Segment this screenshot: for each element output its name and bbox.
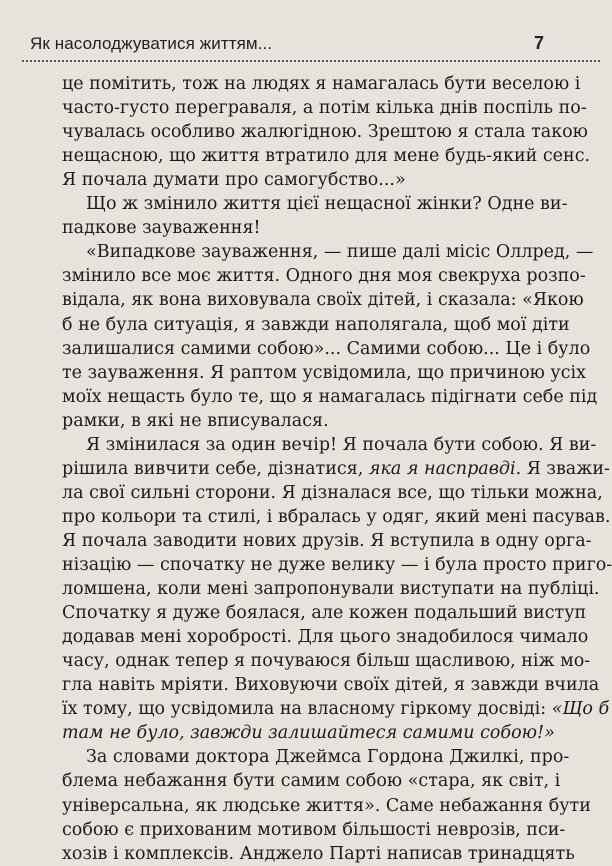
text-line (62, 409, 543, 433)
text-line (62, 842, 575, 866)
text-line (62, 168, 543, 192)
text-line-content: падкове зауваження! (62, 218, 261, 239)
page-number: 7 (533, 33, 544, 53)
text-line-content: чувалась особливо жалюгідною. Зрештою я стала такою (62, 122, 588, 143)
text-line (86, 192, 568, 216)
text-line-content: це помітить, тож на людях я намагалась бути веселою і (62, 74, 581, 94)
header-rule (22, 60, 600, 62)
text-line (86, 240, 594, 264)
text-line (62, 337, 591, 361)
text-line-content: часто-густо переграваля, а потім кілька днів поспіль по- (62, 98, 587, 119)
text-line-content: додавав мені хоробрості. Для цього знадобилося чимало (62, 627, 589, 648)
text-line (62, 264, 586, 288)
text-line-content: За словами доктора Джеймса Гордона Джилкі, про- (86, 747, 570, 768)
text-line (62, 577, 600, 601)
text-line-content: моїх нещасть було те, що я намагалась підігнати себе під (62, 386, 598, 407)
emphasis: яка я насправді (368, 458, 516, 479)
text-line (62, 769, 561, 793)
emphasis: «Що б (551, 699, 610, 720)
text-line (62, 794, 591, 818)
text-line (62, 120, 588, 144)
text-line (62, 505, 611, 529)
text-line (86, 745, 570, 769)
text-line-content: ломшена, коли мені запропонували виступати на публіці. (62, 579, 600, 600)
text-line-content: блема небажання бути самим собою «стара, як світ, і (62, 771, 561, 792)
text-line-content: «Випадкове зауваження, — пише далі місіс Оллред, — (86, 242, 594, 263)
text-line (62, 601, 587, 625)
text-line-content: Я змінилася за один вечір! Я почала бути собою. Я ви- (86, 434, 597, 455)
text-line-content: про кольори та стилі, і вбралась у одяг, який мені пасував. (62, 506, 611, 527)
text-line (62, 625, 589, 649)
text-line-content: рамки, в які не вписувалася. (62, 410, 329, 431)
text-line (62, 673, 600, 697)
text-line-content: б не була ситуація, я завжди наполягала, щоб мої діти (62, 314, 570, 335)
text-line (62, 649, 591, 673)
text-line-content: часу, однак тепер я почуваюся більш щасливою, ніж мо- (62, 651, 591, 672)
text-line-content: рішила вивчити себе, дізнатися, яка я насправді. Я зважи- (62, 458, 610, 479)
text-line (62, 385, 598, 409)
text-line (62, 481, 603, 505)
text-line (62, 144, 591, 168)
text-line-content: собою є прихованим мотивом більшості неврозів, пси- (62, 819, 566, 840)
text-line-content: Я почала думати про самогубство...» (62, 170, 406, 191)
text-line (62, 313, 570, 337)
text-line-content: Спочатку я дуже боялася, але кожен подальший виступ (62, 603, 587, 624)
text-line-content: залишалися самими собою»... Самими собою... Це і було (62, 338, 591, 359)
text-line-content: нещасною, що життя втратило для мене будь-який сенс. (62, 146, 591, 167)
text-line (62, 818, 566, 842)
running-title: Як насолоджуватися життям... (30, 34, 273, 53)
text-line-content: Я почала заводити нових друзів. Я вступила в одну орга- (62, 530, 592, 551)
text-line-content: ла свої сильні сторони. Я дізналася все, що тільки можна, (62, 482, 603, 503)
text-line (62, 457, 610, 481)
text-line (86, 433, 597, 457)
emphasis: там не було, завжди залишайтеся самими собою!» (62, 723, 555, 744)
text-line (62, 553, 612, 577)
text-line (62, 216, 543, 240)
text-line (62, 72, 581, 96)
text-line-content: нізацію — спочатку не дуже велику — і була просто приго- (62, 555, 612, 575)
text-line-content (62, 721, 555, 745)
text-line (62, 361, 587, 385)
text-line-content: те зауваження. Я раптом усвідомила, що причиною усіх (62, 362, 587, 383)
text-line (62, 288, 584, 312)
text-line-content: їх тому, що усвідомила на власному гіркому досвіді: «Що б (62, 699, 610, 720)
text-line-content: хозів і комплексів. Анджело Парті написав тринадцять (62, 843, 575, 864)
text-line-content: Що ж змінило життя цієї нещасної жінки? Одне ви- (86, 194, 568, 215)
text-line (62, 96, 587, 120)
text-line-content: гла навіть мріяти. Виховуючи своїх дітей, я завжди вчила (62, 675, 600, 696)
text-line-content: відала, як вона виховувала своїх дітей, і сказала: «Якою (62, 290, 584, 311)
text-line (62, 697, 610, 721)
text-line (62, 529, 592, 553)
text-line (62, 721, 555, 745)
text-line-content: змінило все моє життя. Одного дня моя свекруха розпо- (62, 266, 586, 287)
text-line-content: універсальна, як людське життя». Саме небажання бути (62, 795, 591, 816)
